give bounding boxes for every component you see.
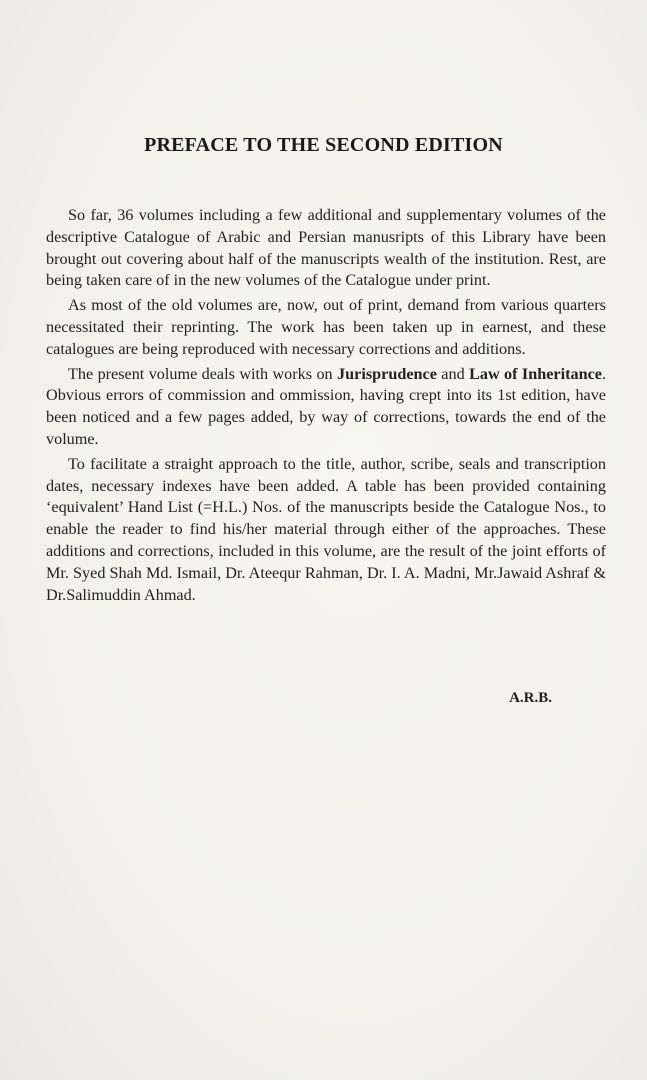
paragraph-3-text-mid: and — [436, 364, 470, 383]
paragraph-4: To facilitate a straight approach to the title, author, scribe, seals and transcription dates, necessary indexes have been added. A table has been provided containing ‘equivalent’ Hand List (=H.L.) Nos. of the manuscripts beside the Catalogue Nos., to enable the reader to find his/her material through either of the approaches. These additions and corrections, included in this volume, are the result of the joint efforts of Mr. Syed Shah Md. Ismail, Dr. Ateequr Rahman, Dr. I. A. Madni, Mr.Jawaid Ashraf & Dr.Salimuddin Ahmad. — [46, 454, 606, 604]
paragraph-3 — [46, 364, 606, 451]
paragraph-3-text-end: . Obvious errors of commission and ommission, having crept into its 1st edition, have been noticed and a few pages added, by way of corrections, towards the end of the volume. — [46, 364, 606, 448]
page-title: PREFACE TO THE SECOND EDITION — [144, 134, 503, 156]
bold-term-jurisprudence: Jurisprudence — [337, 364, 437, 383]
paragraph-1: So far, 36 volumes including a few additional and supplementary volumes of the descriptive Catalogue of Arabic and Persian manusripts of this Library have been brought out covering about half of the manuscripts wealth of the institution. Rest, are being taken care of in the new volumes of the Catalogue under print. — [46, 206, 606, 290]
paragraph-2: As most of the old volumes are, now, out of print, demand from various quarters necessitated their reprinting. The work has been taken up in earnest, and these catalogues are being reproduced with necessary corrections and additions. — [46, 296, 606, 358]
bold-term-law-of-inheritance: Law of Inheritance — [469, 364, 602, 383]
signature: A.R.B. — [509, 690, 552, 706]
preface-body — [46, 205, 606, 609]
paragraph-3-text-start: The present volume deals with works on — [68, 364, 338, 383]
